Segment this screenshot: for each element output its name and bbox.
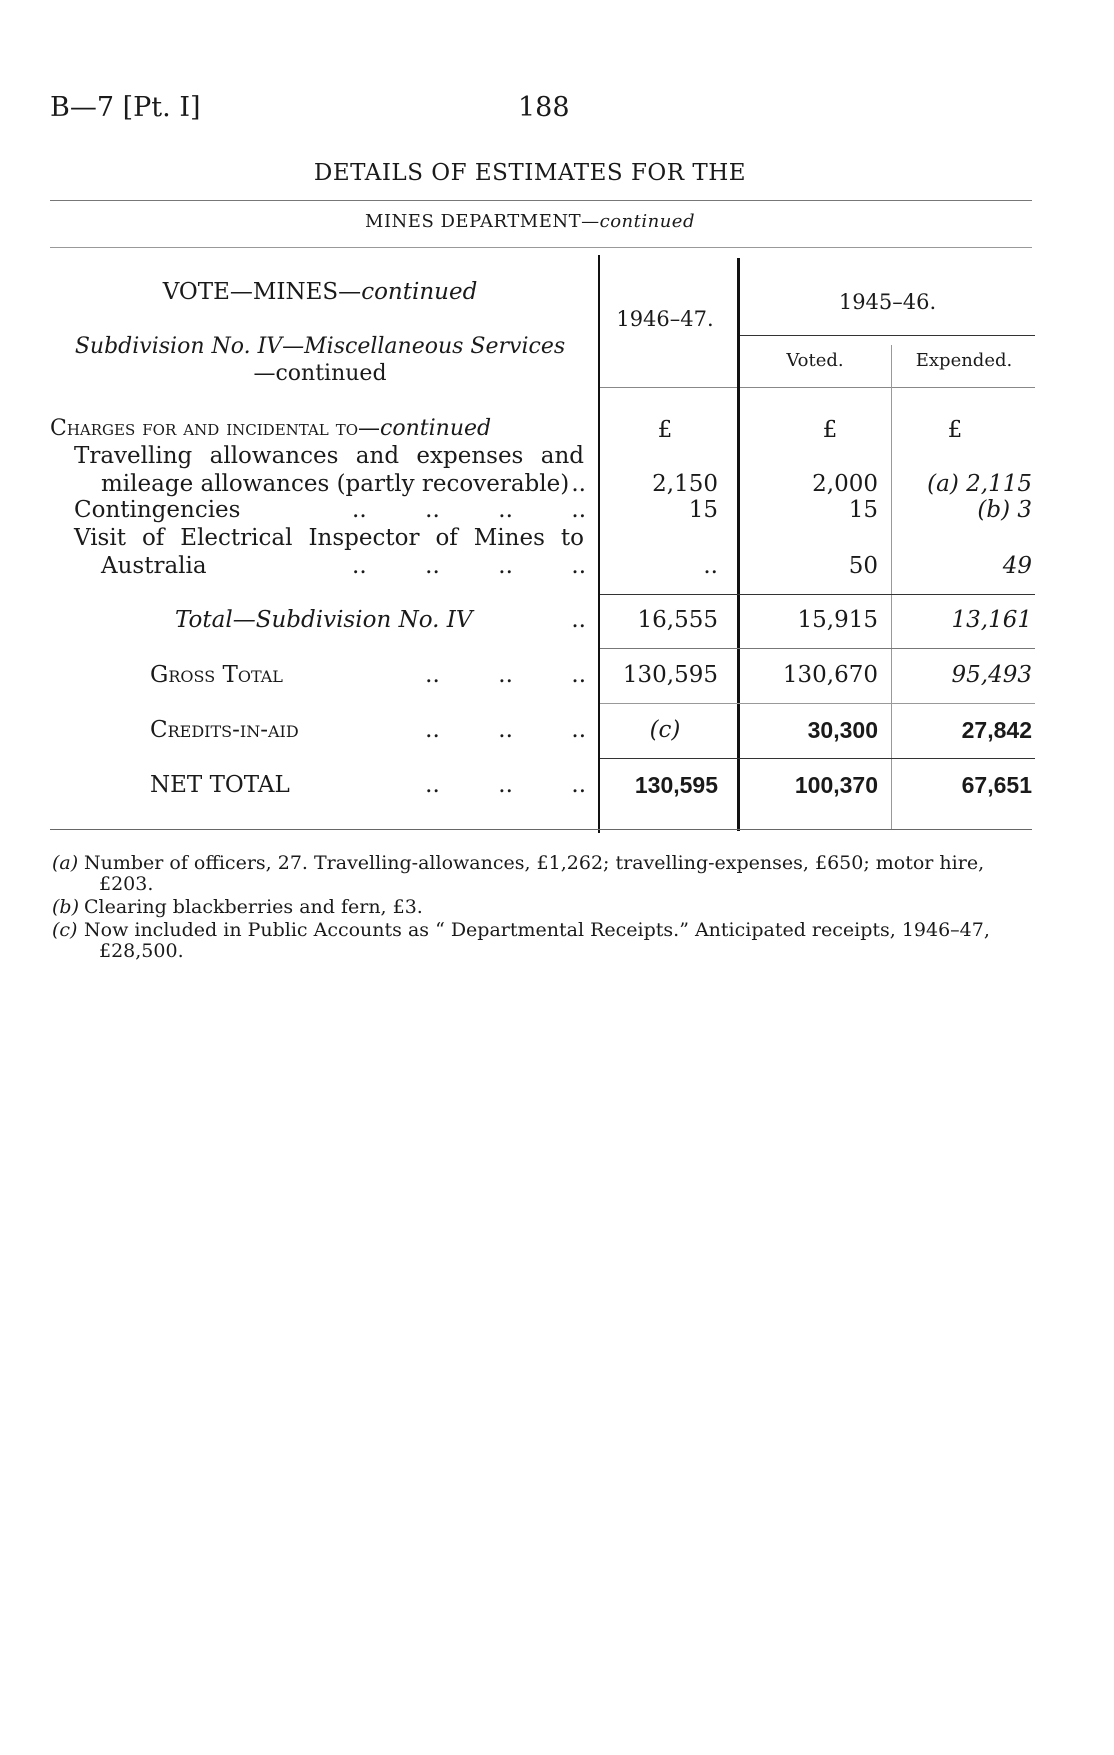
col-header-1945-group: 1945–46. <box>838 290 937 314</box>
row-net-voted: 100,370 <box>794 772 878 798</box>
col-header-expended: Expended. <box>915 350 1013 371</box>
footnote-c <box>52 920 1042 941</box>
row-credits-dots: .. .. .. <box>425 717 586 743</box>
header-bottom-rule <box>600 387 1035 388</box>
row-contingencies-1946: 15 <box>688 497 718 523</box>
page-title: DETAILS OF ESTIMATES FOR THE <box>313 160 747 186</box>
page-ref: B—7 [Pt. I] <box>50 92 201 123</box>
column-divider-1 <box>598 255 600 833</box>
row-visit-1946: .. <box>703 553 718 579</box>
row-visit-expended: 49 <box>1002 553 1032 579</box>
row-travel-voted: 2,000 <box>812 471 878 497</box>
footnote-b-text: Clearing blackberries and fern, £3. <box>84 896 423 918</box>
footnote-b-tag: (b) <box>52 896 79 918</box>
row-net-label: NET TOTAL <box>150 772 290 798</box>
row-gross-label: Gross Total <box>150 662 283 688</box>
row-net-1946: 130,595 <box>634 772 718 798</box>
subdivision-heading: Subdivision No. IV—Miscellaneous Services <box>74 334 566 359</box>
row-contingencies-label: Contingencies <box>74 497 241 523</box>
row-travel-line2: mileage allowances (partly recoverable) <box>101 471 570 497</box>
row-travel-expended: (a) 2,115 <box>927 471 1032 497</box>
section-heading-main: Charges for and incidental to— <box>50 416 381 441</box>
row-subtotal-dots: .. <box>571 607 586 633</box>
page-number: 188 <box>518 92 570 123</box>
row-subtotal-1946: 16,555 <box>637 607 718 633</box>
vote-main: VOTE—MINES— <box>162 279 362 305</box>
subtitle-continued: continued <box>599 211 695 232</box>
subtotal-bottom-rule <box>600 648 1035 649</box>
col-header-1946: 1946–47. <box>616 307 714 331</box>
row-gross-dots: .. .. .. <box>425 662 586 688</box>
title-rule <box>50 200 1032 201</box>
row-gross-1946: 130,595 <box>622 662 718 688</box>
footnote-b <box>52 897 1042 918</box>
row-net-dots: .. .. .. <box>425 772 586 798</box>
footnote-c-tag: (c) <box>52 919 78 941</box>
currency-1946: £ <box>657 417 673 443</box>
gross-bottom-rule <box>600 703 1035 704</box>
row-subtotal-voted: 15,915 <box>797 607 878 633</box>
footnote-a-cont: £203. <box>99 873 154 895</box>
row-gross-expended: 95,493 <box>951 662 1032 688</box>
subtotal-top-rule <box>600 594 1035 595</box>
footnote-c-text: Now included in Public Accounts as “ Departmental Receipts.” Anticipated receipts, 1946–47, <box>84 919 990 941</box>
row-credits-voted: 30,300 <box>807 717 878 743</box>
subtitle-rule <box>50 247 1032 248</box>
row-travel-1946: 2,150 <box>652 471 718 497</box>
row-credits-expended: 27,842 <box>961 717 1032 743</box>
page-subtitle <box>250 211 810 232</box>
row-visit-voted: 50 <box>848 553 878 579</box>
row-travel-dots: .. <box>571 471 586 497</box>
vote-heading <box>50 279 590 305</box>
row-gross-voted: 130,670 <box>782 662 878 688</box>
row-credits-label: Credits-in-aid <box>150 717 299 743</box>
col-header-voted: Voted. <box>786 350 844 371</box>
row-subtotal-label: Total—Subdivision No. IV <box>175 607 473 633</box>
subtitle-main: MINES DEPARTMENT— <box>365 211 600 232</box>
currency-voted: £ <box>822 417 838 443</box>
row-credits-1946: (c) <box>649 717 681 743</box>
vote-continued: continued <box>361 279 478 305</box>
footnote-a-text: Number of officers, 27. Travelling-allowances, £1,262; travelling-expenses, £650; motor hire, <box>84 852 985 874</box>
row-contingencies-voted: 15 <box>848 497 878 523</box>
footnote-c-cont: £28,500. <box>99 940 184 962</box>
subdivision-continued: —continued <box>253 361 387 386</box>
table-bottom-rule <box>50 829 1032 830</box>
group-rule <box>740 335 1035 336</box>
section-heading <box>50 416 491 441</box>
row-contingencies-dots: .. .. .. .. <box>352 497 586 523</box>
credits-bottom-rule <box>600 758 1035 759</box>
row-visit-line1: Visit of Electrical Inspector of Mines to <box>74 525 584 551</box>
row-travel-line1: Travelling allowances and expenses and <box>74 443 584 469</box>
footnote-a <box>52 853 1042 874</box>
row-visit-line2: Australia <box>101 553 207 579</box>
column-divider-2 <box>737 258 740 831</box>
row-visit-dots: .. .. .. .. <box>352 553 586 579</box>
row-subtotal-expended: 13,161 <box>951 607 1032 633</box>
footnote-a-tag: (a) <box>52 852 79 874</box>
row-contingencies-expended: (b) 3 <box>977 497 1032 523</box>
section-heading-continued: continued <box>380 416 492 441</box>
row-net-expended: 67,651 <box>961 772 1032 798</box>
currency-expended: £ <box>947 417 963 443</box>
